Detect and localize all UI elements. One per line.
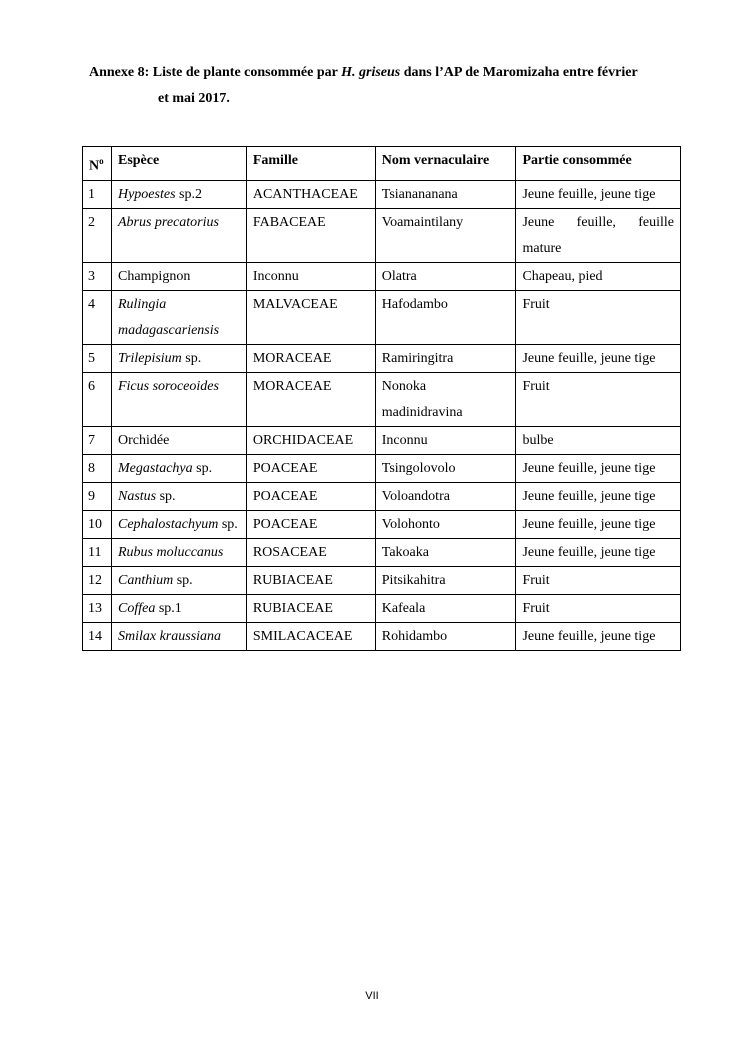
table-row — [83, 594, 681, 622]
row-espece — [111, 566, 246, 594]
row-nom-vernaculaire: Kafeala — [375, 594, 516, 622]
row-espece — [111, 538, 246, 566]
row-number: 8 — [83, 454, 112, 482]
row-famille: ROSACEAE — [246, 538, 375, 566]
row-famille: RUBIACEAE — [246, 566, 375, 594]
row-famille: RUBIACEAE — [246, 594, 375, 622]
row-nom-vernaculaire: Hafodambo — [375, 290, 516, 344]
header-nom: Nom vernaculaire — [375, 147, 516, 181]
table-row — [83, 482, 681, 510]
row-espece — [111, 622, 246, 650]
plant-table — [82, 146, 681, 651]
row-partie: Fruit — [516, 290, 681, 344]
table-row — [83, 566, 681, 594]
espece-plain: Champignon — [117, 268, 191, 284]
table-row — [83, 510, 681, 538]
table-row — [83, 454, 681, 482]
espece-plain: sp.2 — [175, 186, 202, 202]
row-number: 6 — [83, 372, 112, 426]
row-partie: Fruit — [516, 372, 681, 426]
espece-italic: Rulingia madagascariensis — [117, 296, 220, 338]
caption-suffix: dans l’AP de Maromizaha entre février — [400, 65, 638, 80]
row-nom-vernaculaire: Voloandotra — [375, 482, 516, 510]
caption-line2: et mai 2017. — [158, 91, 230, 106]
row-number: 1 — [83, 180, 112, 208]
table-row — [83, 622, 681, 650]
row-partie: Jeune feuille, feuille mature — [516, 208, 681, 262]
row-partie: Jeune feuille, jeune tige — [516, 622, 681, 650]
row-partie: Jeune feuille, jeune tige — [516, 344, 681, 372]
row-number: 9 — [83, 482, 112, 510]
row-espece — [111, 510, 246, 538]
espece-plain: sp. — [181, 350, 202, 366]
table-row — [83, 290, 681, 344]
row-partie: bulbe — [516, 426, 681, 454]
row-espece — [111, 594, 246, 622]
header-famille: Famille — [246, 147, 375, 181]
row-nom-vernaculaire: Ramiringitra — [375, 344, 516, 372]
row-espece — [111, 180, 246, 208]
espece-italic: Trilepisium — [117, 350, 182, 366]
row-partie: Jeune feuille, jeune tige — [516, 482, 681, 510]
espece-italic: Abrus precatorius — [117, 214, 219, 230]
row-partie: Jeune feuille, jeune tige — [516, 180, 681, 208]
table-row — [83, 180, 681, 208]
row-number: 2 — [83, 208, 112, 262]
row-partie: Fruit — [516, 594, 681, 622]
table-row — [83, 426, 681, 454]
row-espece — [111, 426, 246, 454]
row-espece — [111, 208, 246, 262]
row-nom-vernaculaire: Nonoka madinidravina — [375, 372, 516, 426]
row-number: 7 — [83, 426, 112, 454]
row-espece — [111, 262, 246, 290]
row-famille: POACEAE — [246, 454, 375, 482]
espece-italic: Hypoestes — [117, 186, 176, 202]
table-row — [83, 344, 681, 372]
espece-plain: Orchidée — [117, 432, 170, 448]
page-number: VII — [365, 990, 379, 1002]
espece-plain: sp. — [192, 460, 213, 476]
row-famille: FABACEAE — [246, 208, 375, 262]
row-famille: ORCHIDACEAE — [246, 426, 375, 454]
row-nom-vernaculaire: Rohidambo — [375, 622, 516, 650]
row-number: 11 — [83, 538, 112, 566]
row-nom-vernaculaire: Tsianananana — [375, 180, 516, 208]
row-famille: Inconnu — [246, 262, 375, 290]
caption-species: H. griseus — [341, 65, 401, 80]
espece-plain: sp.1 — [155, 600, 182, 616]
espece-plain: sp. — [173, 572, 193, 588]
row-number: 5 — [83, 344, 112, 372]
row-number: 10 — [83, 510, 112, 538]
espece-plain: sp. — [218, 516, 238, 532]
table-row — [83, 538, 681, 566]
header-num: $N^o$ — [83, 147, 112, 181]
row-famille: POACEAE — [246, 482, 375, 510]
espece-italic: Ficus soroceoides — [117, 378, 219, 394]
espece-italic: Nastus — [117, 488, 157, 504]
row-famille: ACANTHACEAE — [246, 180, 375, 208]
espece-italic: Cephalostachyum — [117, 516, 219, 532]
row-number: 13 — [83, 594, 112, 622]
row-number: 4 — [83, 290, 112, 344]
row-partie: Jeune feuille, jeune tige — [516, 454, 681, 482]
row-famille: MORACEAE — [246, 372, 375, 426]
table-row — [83, 208, 681, 262]
row-famille: MALVACEAE — [246, 290, 375, 344]
header-partie: Partie consommée — [516, 147, 681, 181]
espece-italic: Canthium — [117, 572, 174, 588]
espece-italic: Smilax kraussiana — [117, 628, 222, 644]
header-espece: Espèce — [111, 147, 246, 181]
row-partie: Jeune feuille, jeune tige — [516, 510, 681, 538]
row-partie: Jeune feuille, jeune tige — [516, 538, 681, 566]
row-nom-vernaculaire: Takoaka — [375, 538, 516, 566]
row-famille: SMILACACEAE — [246, 622, 375, 650]
row-nom-vernaculaire: Pitsikahitra — [375, 566, 516, 594]
row-nom-vernaculaire: Voamaintilany — [375, 208, 516, 262]
row-nom-vernaculaire: Volohonto — [375, 510, 516, 538]
espece-italic: Megastachya — [117, 460, 193, 476]
row-espece — [111, 344, 246, 372]
table-row — [83, 372, 681, 426]
row-famille: MORACEAE — [246, 344, 375, 372]
row-partie: Chapeau, pied — [516, 262, 681, 290]
row-number: 14 — [83, 622, 112, 650]
table-header-row — [83, 147, 681, 181]
row-number: 12 — [83, 566, 112, 594]
row-nom-vernaculaire: Inconnu — [375, 426, 516, 454]
row-nom-vernaculaire: Tsingolovolo — [375, 454, 516, 482]
row-espece — [111, 372, 246, 426]
espece-italic: Rubus moluccanus — [117, 544, 224, 560]
row-famille: POACEAE — [246, 510, 375, 538]
row-espece — [111, 454, 246, 482]
row-nom-vernaculaire: Olatra — [375, 262, 516, 290]
row-number: 3 — [83, 262, 112, 290]
row-partie: Fruit — [516, 566, 681, 594]
espece-italic: Coffea — [117, 600, 156, 616]
table-row — [83, 262, 681, 290]
row-espece — [111, 290, 246, 344]
espece-plain: sp. — [156, 488, 176, 504]
row-espece — [111, 482, 246, 510]
table-caption — [89, 60, 689, 112]
caption-prefix: Annexe 8: Liste de plante consommée par — [89, 65, 342, 80]
